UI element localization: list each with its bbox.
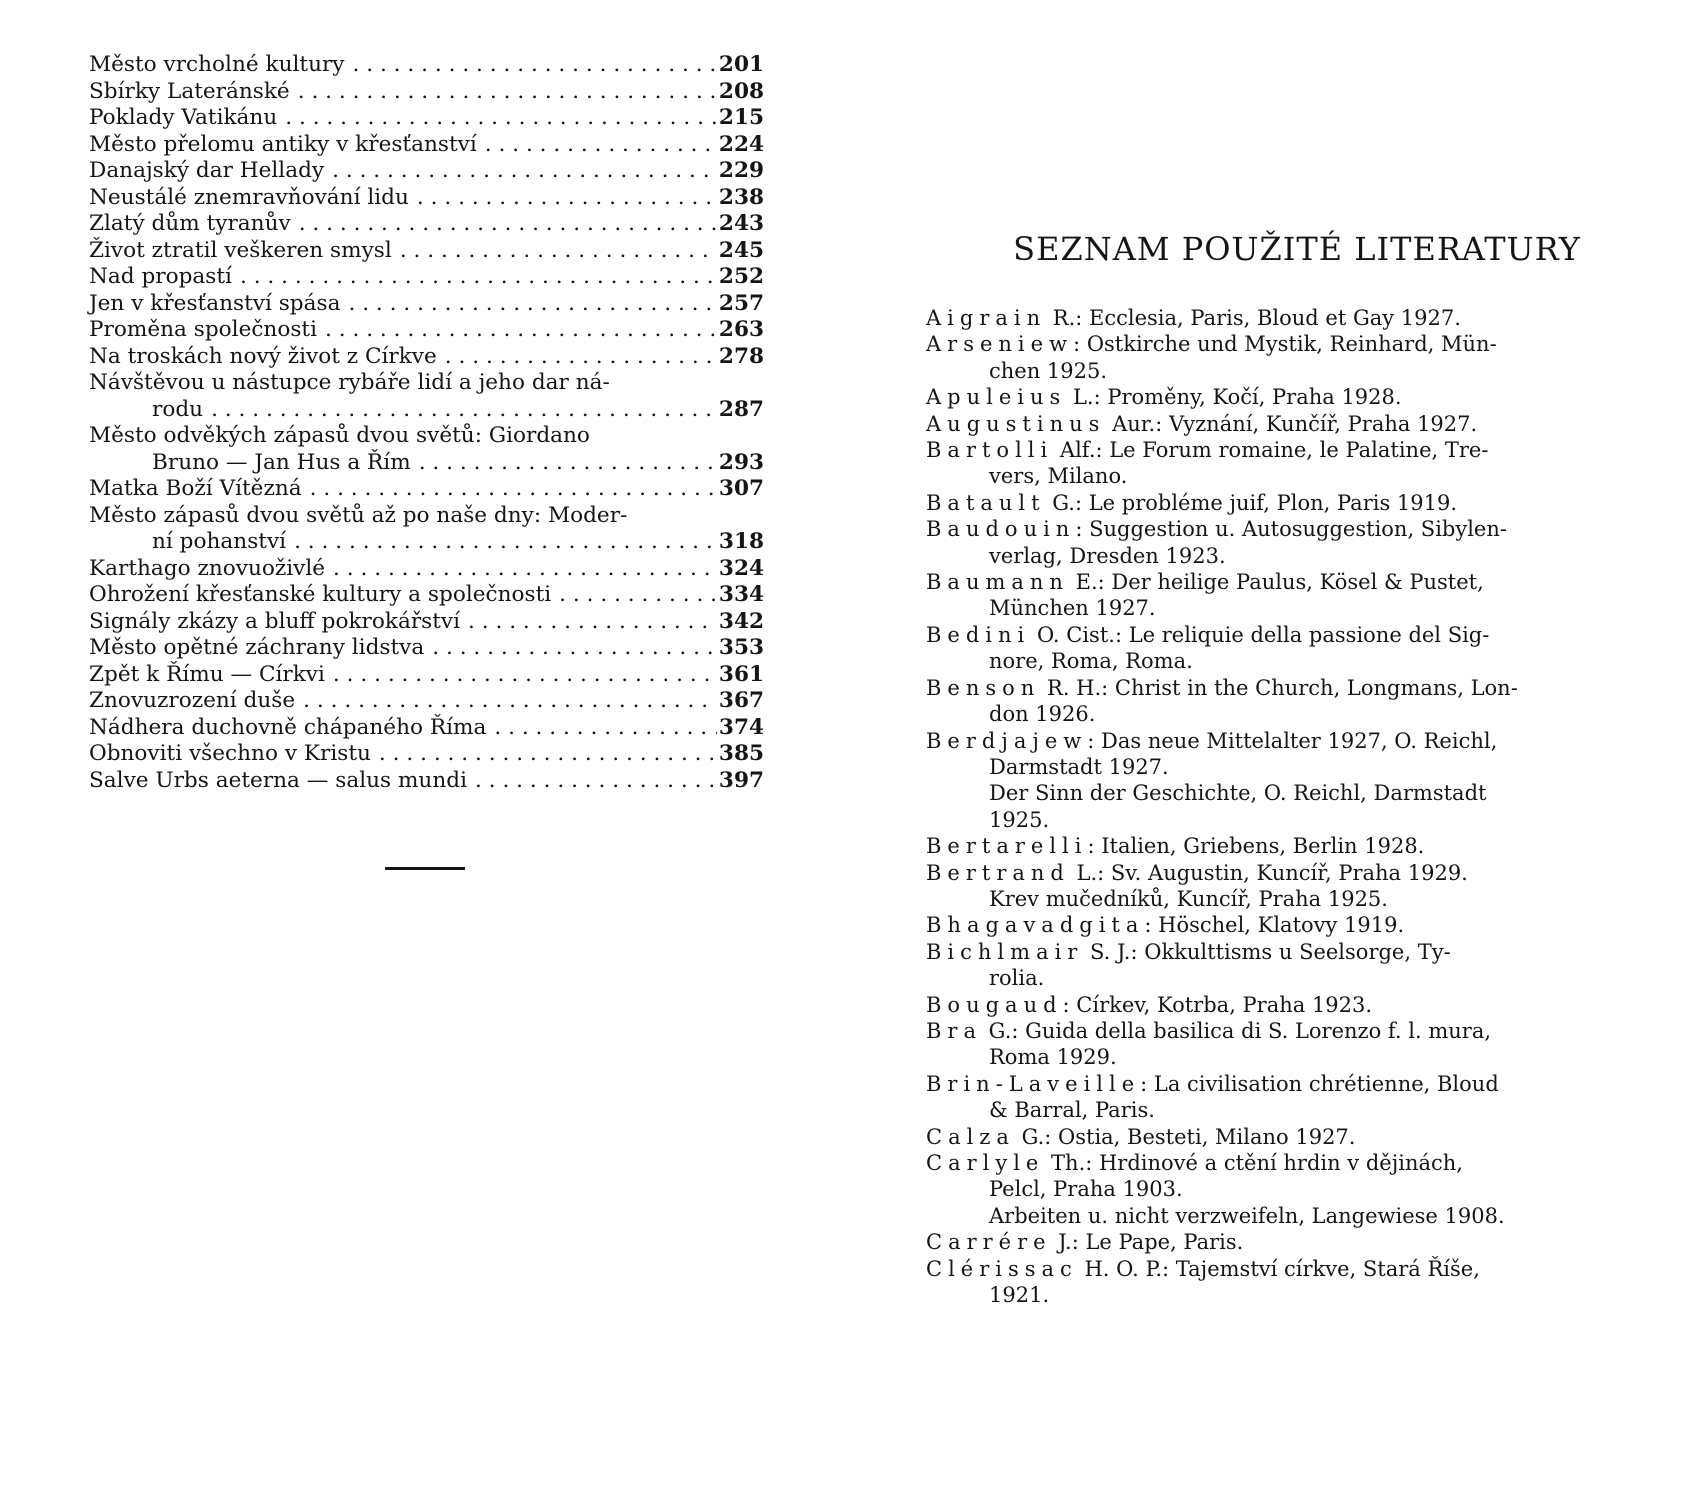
bibliography-entry xyxy=(926,675,1638,728)
toc-title: Proměna společnosti xyxy=(89,317,318,342)
toc-title: Neustálé znemravňování lidu xyxy=(89,184,409,210)
section-divider xyxy=(385,867,465,870)
entry-text: L.: Sv. Augustin, Kuncíř, Praha 1929. xyxy=(1069,860,1468,885)
bibliography-entry xyxy=(926,305,1638,331)
toc-entry xyxy=(89,291,764,318)
author-name: Bra xyxy=(926,1018,982,1043)
entry-additional-work: 1925. xyxy=(989,807,1050,832)
toc-page-number: 361 xyxy=(718,661,764,687)
entry-text: : Ostkirche und Mystik, Reinhard, Mün- xyxy=(1073,332,1497,357)
bibliography-entry xyxy=(926,728,1638,781)
entry-text: Alf.: Le Forum romaine, le Palatine, Tre- xyxy=(1053,438,1489,463)
toc-line xyxy=(89,688,764,715)
toc-entry xyxy=(89,185,764,212)
toc-page-number: 278 xyxy=(718,343,764,369)
toc-page-number: 293 xyxy=(718,449,764,475)
toc-title: Nádhera duchovně chápaného Říma xyxy=(89,714,487,740)
author-name: Augustinus xyxy=(926,411,1106,436)
toc-page-number: 201 xyxy=(718,52,764,77)
toc-title: Život ztratil veškeren smysl xyxy=(89,237,392,263)
toc-page-number: 342 xyxy=(718,608,764,634)
entry-text: E.: Der heilige Paulus, Kösel & Pustet, xyxy=(1068,570,1484,595)
dot-leader xyxy=(310,476,717,503)
toc-line xyxy=(89,635,764,662)
dot-leader xyxy=(400,238,717,265)
toc-title: Matka Boží Vítězná xyxy=(89,476,302,501)
author-name: Clérissac xyxy=(926,1256,1078,1281)
entry-text: verlag, Dresden 1923. xyxy=(989,543,1226,568)
entry-additional-work: Krev mučedníků, Kuncíř, Praha 1925. xyxy=(989,886,1388,911)
author-name: Bhagavadgita xyxy=(926,913,1145,938)
author-name: Bertrand xyxy=(926,860,1070,885)
toc-title: ní pohanství xyxy=(152,529,287,554)
toc-page-number: 257 xyxy=(718,290,764,316)
dot-leader xyxy=(348,291,716,318)
author-name: Apuleius xyxy=(926,385,1067,410)
author-name: Baumann xyxy=(926,570,1069,595)
toc-page-number: 367 xyxy=(718,688,764,713)
toc-page-number: 208 xyxy=(718,78,764,104)
toc-entry xyxy=(89,556,764,583)
bibliography-entry xyxy=(926,912,1638,938)
bibliography-entry xyxy=(926,939,1638,992)
toc-title: Město vrcholné kultury xyxy=(89,52,345,77)
toc-entry xyxy=(89,715,764,742)
toc-page-number: 307 xyxy=(718,476,764,501)
toc-page-number: 252 xyxy=(718,264,764,289)
entry-text: G.: Ostia, Besteti, Milano 1927. xyxy=(1014,1124,1356,1149)
dot-leader xyxy=(445,344,717,371)
toc-title: Obnoviti všechno v Kristu xyxy=(89,741,371,766)
toc-title: Salve Urbs aeterna — salus mundi xyxy=(89,767,467,793)
entry-text: : Das neue Mittelalter 1927, O. Reichl, xyxy=(1087,728,1498,753)
toc-entry xyxy=(89,662,764,689)
dot-leader xyxy=(379,741,717,768)
entry-text: don 1926. xyxy=(989,702,1096,727)
entry-text: Darmstadt 1927. xyxy=(989,754,1169,779)
entry-text: G.: Guida della basilica di S. Lorenzo f. l. mura, xyxy=(982,1018,1492,1043)
bibliography-entry xyxy=(926,992,1638,1018)
toc-line xyxy=(89,715,764,742)
bibliography-entry xyxy=(926,1124,1638,1150)
toc-page-number: 243 xyxy=(718,211,764,236)
bibliography-entry xyxy=(926,860,1638,886)
toc-line xyxy=(89,52,764,79)
toc-title: Návštěvou u nástupce rybáře lidí a jeho dar ná- xyxy=(89,370,610,395)
toc-page-number: 215 xyxy=(718,105,764,130)
bibliography-entry xyxy=(926,411,1638,437)
toc-line xyxy=(89,291,764,318)
toc-title: Signály zkázy a bluff pokrokářství xyxy=(89,608,461,634)
toc-entry xyxy=(89,52,764,79)
dot-leader xyxy=(333,662,717,689)
toc-entry xyxy=(89,158,764,185)
dot-leader xyxy=(485,132,717,159)
toc-title: Bruno — Jan Hus a Řím xyxy=(152,449,411,475)
bibliography-entry xyxy=(926,437,1638,490)
bibliography-entry xyxy=(926,1229,1638,1255)
toc-entry xyxy=(89,423,764,476)
toc-title: Znovuzrození duše xyxy=(89,688,296,713)
author-name: Arseniew xyxy=(926,332,1074,357)
author-name: Carlyle xyxy=(926,1151,1045,1175)
dot-leader xyxy=(240,264,717,291)
dot-leader xyxy=(494,715,717,742)
author-name: Batault xyxy=(926,490,1046,515)
toc-title: Město přelomu antiky v křesťanství xyxy=(89,131,477,157)
toc-line xyxy=(89,423,764,450)
entry-text: R. H.: Christ in the Church, Longmans, Lon- xyxy=(1040,675,1518,700)
entry-text: L.: Proměny, Kočí, Praha 1928. xyxy=(1066,385,1402,410)
entry-text: München 1927. xyxy=(989,596,1156,621)
toc-page-number: 353 xyxy=(718,635,764,660)
author-name: Baudouin xyxy=(926,517,1076,542)
bibliography-list xyxy=(926,305,1638,1308)
toc-entry xyxy=(89,317,764,344)
toc-entry xyxy=(89,688,764,715)
entry-text: & Barral, Paris. xyxy=(989,1098,1155,1123)
toc-line xyxy=(89,105,764,132)
dot-leader xyxy=(298,79,717,106)
toc-entry xyxy=(89,582,764,609)
toc-line xyxy=(89,344,764,371)
bibliography-entry xyxy=(926,490,1638,516)
toc-title: Město opětné záchrany lidstva xyxy=(89,635,425,660)
toc-line xyxy=(89,529,764,556)
table-of-contents xyxy=(89,52,764,794)
toc-line xyxy=(89,768,764,795)
entry-text: Aur.: Vyznání, Kunčíř, Praha 1927. xyxy=(1105,411,1478,436)
bibliography-entry xyxy=(926,1256,1638,1309)
toc-entry xyxy=(89,503,764,556)
toc-line xyxy=(89,450,764,477)
toc-line xyxy=(89,370,764,397)
dot-leader xyxy=(353,52,717,79)
toc-line xyxy=(89,503,764,530)
entry-text: : Italien, Griebens, Berlin 1928. xyxy=(1087,834,1425,859)
toc-page-number: 224 xyxy=(718,131,764,157)
toc-page-number: 334 xyxy=(718,582,764,607)
entry-text: J.: Le Pape, Paris. xyxy=(1051,1230,1244,1255)
toc-page-number: 397 xyxy=(718,767,764,793)
entry-text: rolia. xyxy=(989,966,1045,991)
toc-line xyxy=(89,264,764,291)
entry-text: Roma 1929. xyxy=(989,1045,1117,1070)
entry-text: chen 1925. xyxy=(989,358,1108,383)
entry-text: nore, Roma, Roma. xyxy=(989,649,1193,674)
dot-leader xyxy=(419,450,717,477)
entry-text: : La civilisation chrétienne, Bloud xyxy=(1140,1071,1499,1096)
bibliography xyxy=(926,230,1638,1308)
toc-line xyxy=(89,211,764,238)
toc-entry xyxy=(89,238,764,265)
author-name: Aigrain xyxy=(926,306,1047,330)
entry-text: Pelcl, Praha 1903. xyxy=(989,1177,1183,1202)
toc-title: rodu xyxy=(152,396,204,422)
toc-entry xyxy=(89,105,764,132)
toc-line xyxy=(89,556,764,583)
entry-text: 1921. xyxy=(989,1283,1050,1308)
toc-line xyxy=(89,582,764,609)
entry-text: vers, Milano. xyxy=(989,464,1128,489)
toc-line xyxy=(89,238,764,265)
toc-line xyxy=(89,609,764,636)
dot-leader xyxy=(211,397,717,424)
toc-title: Zlatý dům tyranův xyxy=(89,211,291,236)
toc-title: Město odvěkých zápasů dvou světů: Giordano xyxy=(89,423,590,448)
bibliography-entry xyxy=(926,569,1638,622)
author-name: Bedini xyxy=(926,622,1031,647)
entry-text: R.: Ecclesia, Paris, Bloud et Gay 1927. xyxy=(1046,306,1461,330)
author-name: Brin-Laveille xyxy=(926,1071,1141,1096)
bibliography-entry xyxy=(926,516,1638,569)
toc-title: Poklady Vatikánu xyxy=(89,105,278,130)
entry-text: Th.: Hrdinové a ctění hrdin v dějinách, xyxy=(1044,1151,1463,1175)
toc-line xyxy=(89,185,764,212)
toc-line xyxy=(89,132,764,159)
bibliography-entry xyxy=(926,833,1638,859)
toc-entry xyxy=(89,741,764,768)
toc-page-number: 238 xyxy=(718,184,764,210)
toc-entry xyxy=(89,476,764,503)
dot-leader xyxy=(559,582,717,609)
entry-additional-work: Der Sinn der Geschichte, O. Reichl, Darmstadt xyxy=(989,781,1487,806)
toc-title: Zpět k Římu — Církvi xyxy=(89,661,325,687)
toc-page-number: 374 xyxy=(718,714,764,740)
dot-leader xyxy=(468,609,717,636)
bibliography-entry xyxy=(926,622,1638,675)
toc-title: Nad propastí xyxy=(89,264,232,289)
toc-entry xyxy=(89,768,764,795)
entry-text: O. Cist.: Le reliquie della passione del Sig- xyxy=(1030,622,1490,647)
toc-line xyxy=(89,158,764,185)
bibliography-entry xyxy=(926,384,1638,410)
toc-entry xyxy=(89,344,764,371)
toc-entry xyxy=(89,264,764,291)
author-name: Berdjajew xyxy=(926,728,1088,753)
toc-page-number: 229 xyxy=(718,158,764,183)
toc-line xyxy=(89,397,764,424)
dot-leader xyxy=(432,635,717,662)
toc-entry xyxy=(89,635,764,662)
dot-leader xyxy=(417,185,717,212)
dot-leader xyxy=(285,105,717,132)
entry-text: : Suggestion u. Autosuggestion, Sibylen- xyxy=(1075,517,1507,542)
dot-leader xyxy=(332,158,717,185)
toc-line xyxy=(89,79,764,106)
toc-line xyxy=(89,476,764,503)
entry-additional-work: Arbeiten u. nicht verzweifeln, Langewiese 1908. xyxy=(989,1203,1505,1228)
author-name: Bertarelli xyxy=(926,834,1088,859)
author-name: Calza xyxy=(926,1124,1015,1149)
toc-title: Město zápasů dvou světů až po naše dny: Moder- xyxy=(89,502,628,528)
toc-page-number: 263 xyxy=(718,317,764,342)
toc-title: Ohrožení křesťanské kultury a společnosti xyxy=(89,582,552,607)
toc-entry xyxy=(89,609,764,636)
dot-leader xyxy=(475,768,717,795)
toc-page-number: 324 xyxy=(718,555,764,581)
entry-text: : Höschel, Klatovy 1919. xyxy=(1144,913,1405,938)
toc-entry xyxy=(89,132,764,159)
toc-page-number: 385 xyxy=(718,741,764,766)
toc-page-number: 287 xyxy=(718,396,764,422)
toc-line xyxy=(89,741,764,768)
entry-text: H. O. P.: Tajemství církve, Stará Říše, xyxy=(1077,1256,1480,1281)
entry-text: G.: Le probléme juif, Plon, Paris 1919. xyxy=(1045,490,1458,515)
toc-title: Sbírky Lateránské xyxy=(89,78,290,104)
toc-entry xyxy=(89,211,764,238)
toc-entry xyxy=(89,79,764,106)
bibliography-heading: SEZNAM POUŽITÉ LITERATURY xyxy=(1013,230,1581,268)
entry-text: S. J.: Okkulttisms u Seelsorge, Ty- xyxy=(1083,939,1451,964)
bibliography-entry xyxy=(926,1018,1638,1071)
dot-leader xyxy=(333,556,717,583)
author-name: Carrére xyxy=(926,1230,1052,1255)
toc-title: Karthago znovuoživlé xyxy=(89,555,326,581)
author-name: Bougaud xyxy=(926,992,1063,1017)
author-name: Bichlmair xyxy=(926,939,1084,964)
dot-leader xyxy=(294,529,717,556)
toc-entry xyxy=(89,370,764,423)
bibliography-entry xyxy=(926,1150,1638,1203)
toc-page-number: 245 xyxy=(718,237,764,263)
dot-leader xyxy=(325,317,717,344)
toc-title: Danajský dar Hellady xyxy=(89,158,325,183)
bibliography-entry xyxy=(926,331,1638,384)
dot-leader xyxy=(299,211,717,238)
dot-leader xyxy=(303,688,717,715)
toc-line xyxy=(89,317,764,344)
bibliography-entry xyxy=(926,1071,1638,1124)
author-name: Bartolli xyxy=(926,438,1054,463)
toc-page-number: 318 xyxy=(718,529,764,554)
author-name: Benson xyxy=(926,675,1041,700)
toc-line xyxy=(89,662,764,689)
entry-text: : Církev, Kotrba, Praha 1923. xyxy=(1062,992,1373,1017)
toc-title: Jen v křesťanství spása xyxy=(89,290,341,316)
toc-title: Na troskách nový život z Církve xyxy=(89,343,437,369)
